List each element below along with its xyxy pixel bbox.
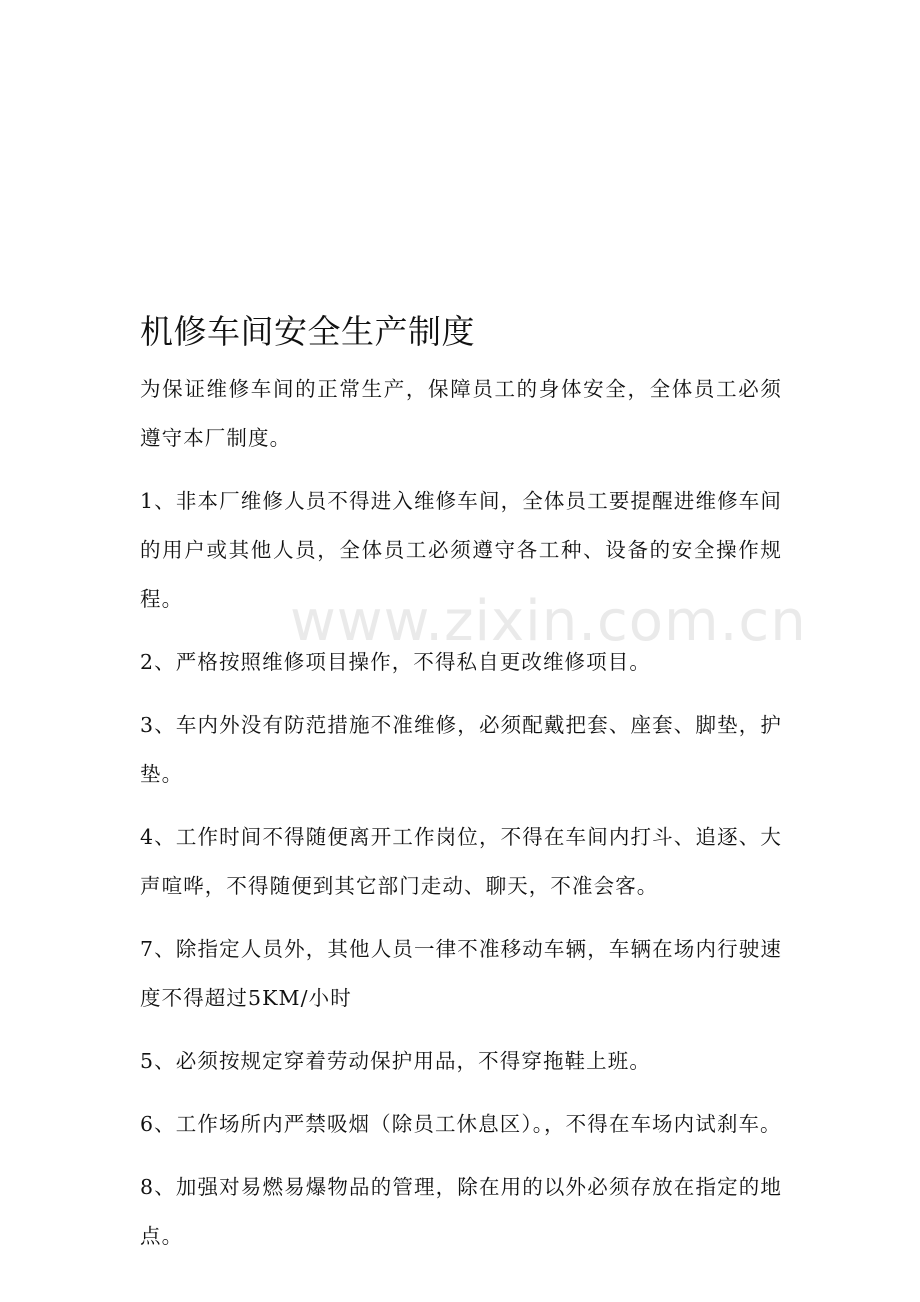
rule-4-paragraph: 4、工作时间不得随便离开工作岗位，不得在车间内打斗、追逐、大声喧哗，不得随便到其它部门走动、聊天，不准会客。 (140, 825, 782, 898)
rule-2-paragraph: 2、严格按照维修项目操作，不得私自更改维修项目。 (140, 650, 651, 674)
rule-5-paragraph: 5、必须按规定穿着劳动保护用品，不得穿拖鞋上班。 (140, 1049, 651, 1073)
rule-7-paragraph: 7、除指定人员外，其他人员一律不准移动车辆，车辆在场内行驶速度不得超过5KM/小时 (140, 937, 782, 1010)
rule-6-paragraph: 6、工作场所内严禁吸烟（除员工休息区）。，不得在车场内试刹车。 (140, 1112, 782, 1136)
document-title: 机修车间安全生产制度 (140, 312, 475, 351)
rule-3-paragraph: 3、车内外没有防范措施不准维修，必须配戴把套、座套、脚垫，护垫。 (140, 713, 782, 786)
document-body (140, 305, 782, 1275)
intro-paragraph: 为保证维修车间的正常生产，保障员工的身体安全，全体员工必须遵守本厂制度。 (140, 377, 782, 450)
rule-8-paragraph: 8、加强对易燃易爆物品的管理，除在用的以外必须存放在指定的地点。 (140, 1175, 782, 1248)
rule-1-paragraph: 1、非本厂维修人员不得进入维修车间，全体员工要提醒进维修车间的用户或其他人员，全体员工必须遵守各工种、设备的安全操作规程。 (140, 489, 782, 611)
watermark: www.zixin.com.cn (290, 589, 807, 654)
